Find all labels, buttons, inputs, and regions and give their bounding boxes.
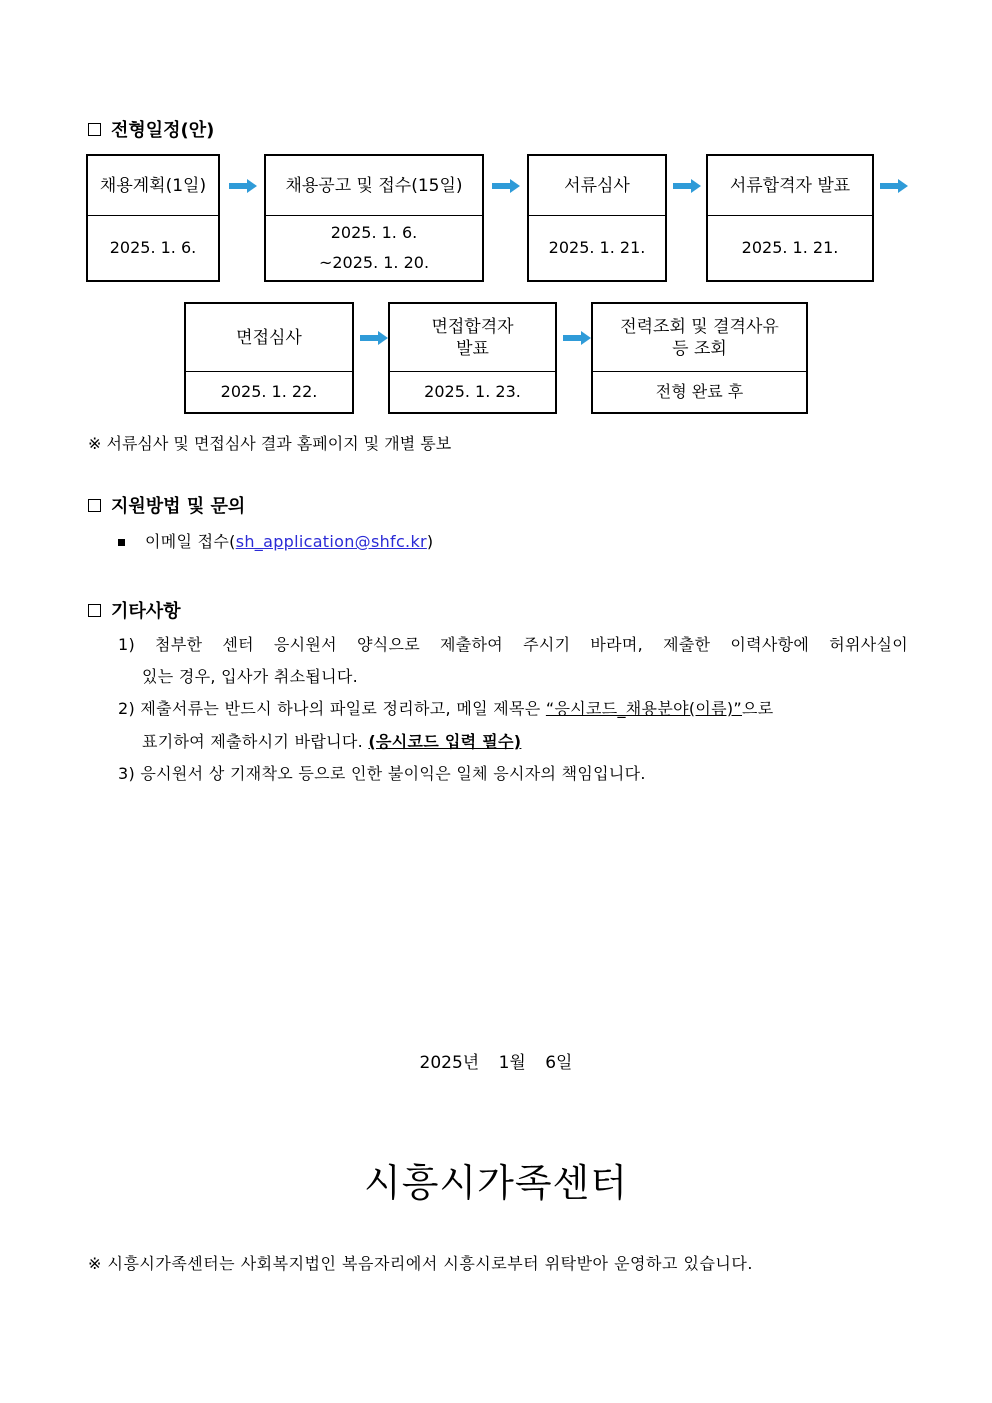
square-bullet-icon [118,539,125,546]
center-name: 시흥시가족센터 [364,1161,628,1205]
step-label: 서류합격자 발표 [708,156,872,216]
step-date: 2025. 1. 22. [220,382,318,401]
checkbox-square-icon [88,499,101,512]
mail-subject-format: “응시코드_채용분야(이름)” [545,699,743,718]
document-date: 2025년 1월 6일 [419,1053,573,1073]
arrow-right-icon [360,331,388,345]
step-date: 2025. 1. 23. [424,382,521,401]
etc-item-3: 3) 응시원서 상 기재착오 등으로 인한 불이익은 일체 응시자의 책임입니다. [118,764,646,783]
step-label: 면접합격자 발표 [390,304,555,372]
step-recruit-plan [86,154,220,282]
etc-item-2-suffix: 으로 [742,699,774,718]
step-document-review [527,154,667,282]
schedule-heading-text: 전형일정(안) [111,120,215,141]
etc-item-2-line-1 [118,696,774,719]
arrow-right-icon [563,331,591,345]
etc-heading-text: 기타사항 [111,601,181,622]
apply-suffix: ) [426,532,434,551]
step-date: 2025. 1. 21. [548,238,646,257]
etc-item-2-text-2: 표기하여 제출하시기 바랍니다. [142,732,369,751]
apply-heading-text: 지원방법 및 문의 [111,496,246,517]
step-interview [184,302,354,414]
schedule-note: ※ 서류심사 및 면접심사 결과 홈페이지 및 개별 통보 [88,434,452,453]
step-label: 서류심사 [529,156,665,216]
checkbox-square-icon [88,123,101,136]
checkbox-square-icon [88,604,101,617]
etc-item-1-line-1: 1) 첨부한 센터 응시원서 양식으로 제출하여 주시기 바라며, 제출한 이력사항에 허위사실이 [118,635,908,654]
step-announcement [264,154,484,282]
schedule-heading [88,116,214,142]
etc-heading [88,597,181,623]
step-document-result [706,154,874,282]
email-link[interactable]: sh_application@shfc.kr [235,532,427,551]
apply-item [118,529,433,552]
required-code-notice: (응시코드 입력 필수) [368,732,522,751]
arrow-right-icon [880,179,908,193]
step-interview-result [388,302,557,414]
step-date: 2025. 1. 6. [109,238,197,257]
footer-note: ※ 시흥시가족센터는 사회복지법인 복음자리에서 시흥시로부터 위탁받아 운영하고 있습니다. [88,1254,753,1273]
step-label: 면접심사 [186,304,352,372]
etc-item-2-line-2 [142,729,521,752]
apply-heading [88,492,245,518]
arrow-right-icon [492,179,520,193]
apply-prefix: 이메일 접수( [145,532,236,551]
etc-item-1-line-2: 있는 경우, 입사가 취소됩니다. [142,667,359,686]
arrow-right-icon [673,179,701,193]
step-date: 2025. 1. 6. ~2025. 1. 20. [318,223,430,272]
etc-item-2-text: 2) 제출서류는 반드시 하나의 파일로 정리하고, 메일 제목은 [118,699,546,718]
step-label: 채용계획(1일) [88,156,218,216]
step-label: 채용공고 및 접수(15일) [266,156,482,216]
step-label: 전력조회 및 결격사유 등 조회 [593,304,806,372]
step-background-check [591,302,808,414]
step-date: 전형 완료 후 [655,382,744,401]
arrow-right-icon [229,179,257,193]
step-date: 2025. 1. 21. [741,238,839,257]
